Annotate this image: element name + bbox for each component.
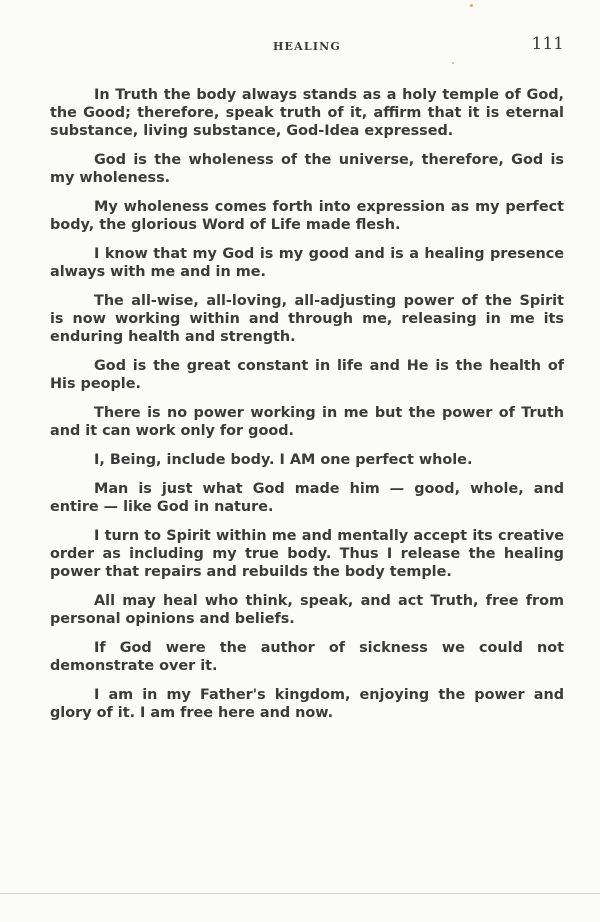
paragraph: In Truth the body always stands as a holy temple of God, the Good; therefore, speak truth of it, affirm that it is eternal substance, living substance, God-Idea expressed. [50, 87, 564, 139]
page-number: 111 [531, 34, 564, 54]
paragraph: There is no power working in me but the power of Truth and it can work only for good. [50, 405, 564, 439]
paragraph: My wholeness comes forth into expression as my perfect body, the glorious Word of Life made flesh. [50, 199, 564, 233]
page-edge-rule [0, 893, 600, 894]
paper-speck [452, 62, 454, 64]
running-head: HEALING [272, 40, 342, 53]
paragraph: If God were the author of sickness we could not demonstrate over it. [50, 640, 564, 674]
paper-speck [470, 4, 473, 7]
paragraph: I turn to Spirit within me and mentally accept its creative order as including my true body. Thus I release the healing power that repairs and rebuilds the body temple. [50, 528, 564, 580]
paragraph: Man is just what God made him — good, whole, and entire — like God in nature. [50, 481, 564, 515]
paragraph: God is the wholeness of the universe, therefore, God is my wholeness. [50, 152, 564, 186]
body-text [50, 86, 564, 733]
paragraph: All may heal who think, speak, and act Truth, free from personal opinions and beliefs. [50, 593, 564, 627]
paragraph: The all-wise, all-loving, all-adjusting power of the Spirit is now working within and through me, releasing in me its enduring health and strength. [50, 293, 564, 345]
paragraph: I, Being, include body. I AM one perfect whole. [94, 452, 473, 468]
paragraph: I am in my Father's kingdom, enjoying the power and glory of it. I am free here and now. [50, 687, 564, 721]
page-header [50, 34, 564, 58]
paragraph: God is the great constant in life and He is the health of His people. [50, 358, 564, 392]
paragraph: I know that my God is my good and is a healing presence always with me and in me. [50, 246, 564, 280]
